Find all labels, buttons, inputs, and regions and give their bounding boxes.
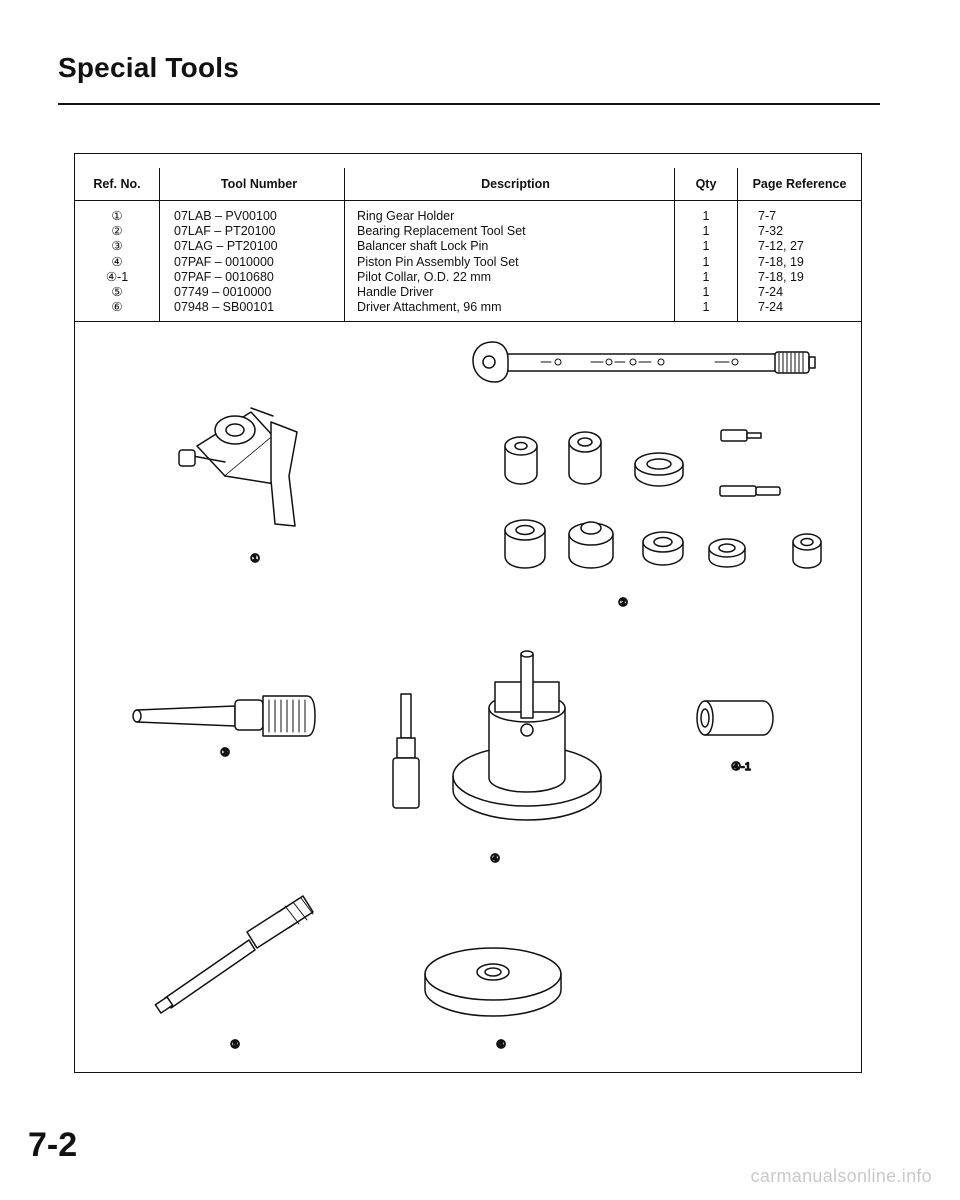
lock-pin-icon [133, 696, 315, 736]
description-cell: Handle Driver [357, 285, 434, 300]
page-reference-cell: 7-18, 19 [758, 254, 804, 269]
qty-cell: 1 [702, 254, 710, 269]
pilot-collar-icon [697, 701, 773, 735]
ref-cell: ② [111, 224, 123, 239]
handle-driver-icon [155, 896, 313, 1013]
bearing-replacement-tool-set-icon [473, 342, 821, 568]
watermark: carmanualsonline.info [750, 1166, 932, 1186]
tool-number-cell: 07LAF – PT20100 [174, 224, 276, 239]
tool-number-cell: 07LAG – PT20100 [174, 239, 278, 254]
tool-number-cell: 07948 – SB00101 [174, 300, 275, 315]
page-reference-cell: 7-12, 27 [758, 239, 804, 254]
description-cell: Ring Gear Holder [357, 209, 455, 223]
tool-number-cell: 07LAB – PV00100 [174, 209, 277, 223]
tool-5-label: ⑤ [230, 1039, 240, 1051]
page-reference-cell: 7-24 [758, 285, 784, 300]
page-reference-cell: 7-32 [758, 224, 784, 239]
header-description: Description [345, 168, 675, 201]
page-number: 7-2 [28, 1126, 78, 1164]
tool-number-cell: 07PAF – 0010680 [174, 269, 274, 284]
qty-cell: 1 [702, 239, 710, 254]
tools-frame [74, 153, 862, 1073]
tool-1-label: ① [250, 553, 260, 565]
ref-cell: ⑤ [111, 285, 123, 300]
ref-cell: ③ [111, 239, 123, 254]
page-title: Special Tools [58, 52, 240, 83]
driver-attachment-icon [425, 948, 561, 1016]
tool-illustrations [75, 154, 863, 1074]
page-reference-cell: 7-18, 19 [758, 269, 804, 284]
tool-6-label: ⑥ [496, 1039, 506, 1051]
title-divider [58, 103, 880, 105]
ref-cell: ① [111, 209, 123, 223]
page-reference-cell: 7-7 [758, 209, 777, 223]
qty-cell: 1 [702, 209, 710, 223]
description-cell: Bearing Replacement Tool Set [357, 224, 526, 239]
header-tool-number: Tool Number [160, 168, 345, 201]
page-reference-cell: 7-24 [758, 300, 784, 315]
piston-pin-tool-icon [393, 651, 601, 820]
ring-gear-holder-icon [179, 408, 297, 526]
tool-number-cell: 07PAF – 0010000 [174, 254, 274, 269]
qty-cell: 1 [702, 269, 710, 284]
header-qty: Qty [675, 168, 738, 201]
header-ref-no: Ref. No. [75, 168, 160, 201]
ref-cell: ④-1 [105, 269, 129, 284]
tool-4-label: ④ [490, 853, 500, 865]
tool-3-label: ③ [220, 747, 230, 759]
tool-number-cell: 07749 – 0010000 [174, 285, 272, 300]
ref-cell: ⑥ [111, 300, 123, 315]
ref-cell: ④ [111, 254, 123, 269]
description-cell: Pilot Collar, O.D. 22 mm [357, 269, 492, 284]
tool-4-1-label: ④-1 [731, 761, 751, 773]
qty-cell: 1 [702, 224, 710, 239]
description-cell: Driver Attachment, 96 mm [357, 300, 502, 315]
qty-cell: 1 [702, 285, 710, 300]
tool-2-label: ② [618, 597, 628, 609]
qty-cell: 1 [702, 300, 710, 315]
description-cell: Balancer shaft Lock Pin [357, 239, 489, 254]
header-page-reference: Page Reference [738, 168, 862, 201]
description-cell: Piston Pin Assembly Tool Set [357, 254, 519, 269]
